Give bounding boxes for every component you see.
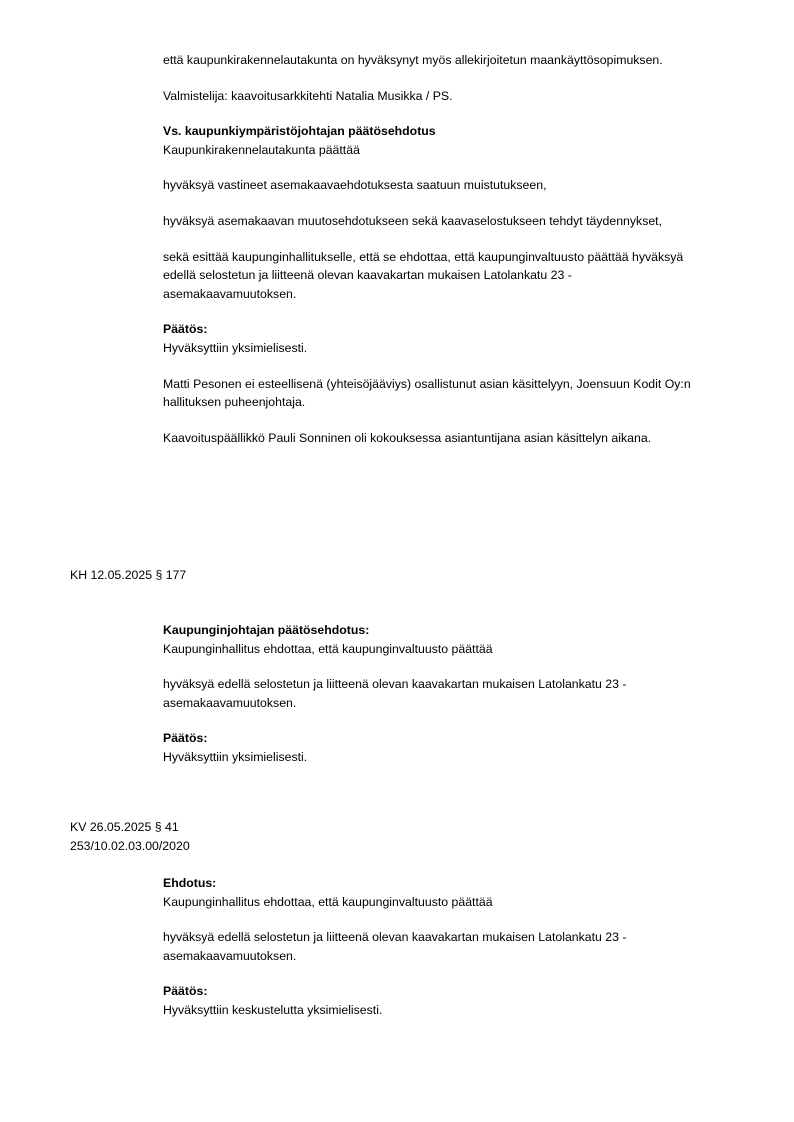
heading-mayor-proposal: Kaupunginjohtajan päätösehdotus: — [163, 623, 370, 637]
paragraph-group-top — [163, 51, 693, 447]
paragraph-item-1: hyväksyä vastineet asemakaavaehdotuksesta saatuun muistutukseen, — [163, 178, 547, 193]
paragraph: että kaupunkirakennelautakunta on hyväksynyt myös allekirjoitetun maankäyttösopimuksen. — [163, 53, 663, 67]
paragraph-decision-body: Hyväksyttiin yksimielisesti. — [163, 340, 308, 355]
paragraph-expert: Kaavoituspäällikkö Pauli Sonninen oli kokouksessa asiantuntijana asian käsittelyn aikana. — [163, 430, 652, 445]
meeting-ref-kh — [70, 566, 690, 585]
paragraph-kv-decision-body: Hyväksyttiin keskustelutta yksimielisesti. — [163, 1002, 383, 1017]
section-kh — [163, 621, 693, 767]
section-kv — [163, 874, 693, 1020]
heading-proposal: Ehdotus: — [163, 876, 217, 890]
paragraph-item-3: sekä esittää kaupunginhallitukselle, että se ehdottaa, että kaupunginvaltuusto päättää hyväksyä edellä selostetun ja liitteenä olevan kaavakartan mukaisen Latolankatu 23 -asemakaavamuutoksen. — [163, 249, 684, 301]
paragraph-disqualification: Matti Pesonen ei esteellisenä (yhteisöjääviys) osallistunut asian käsittelyyn, Joensuun Kodit Oy:n hallituksen puheenjohtaja. — [163, 376, 691, 410]
paragraph-kh-decision-body: Hyväksyttiin yksimielisesti. — [163, 749, 308, 764]
paragraph-preparer: Valmistelija: kaavoitusarkkitehti Natalia Musikka / PS. — [163, 88, 453, 103]
paragraph-item-2: hyväksyä asemakaavan muutosehdotukseen sekä kaavaselostukseen tehdyt täydennykset, — [163, 213, 663, 228]
paragraph-kv-intro: Kaupunginhallitus ehdottaa, että kaupunginvaltuusto päättää — [163, 894, 493, 909]
paragraph-kh-intro: Kaupunginhallitus ehdottaa, että kaupunginvaltuusto päättää — [163, 641, 493, 656]
meeting-ref-kv-text: KV 26.05.2025 § 41 — [70, 820, 179, 834]
heading-kv-decision: Päätös: — [163, 984, 208, 999]
meeting-ref-kv-case-number: 253/10.02.03.00/2020 — [70, 838, 190, 853]
heading-decision: Päätös: — [163, 322, 208, 337]
heading-kh-decision: Päätös: — [163, 731, 208, 746]
meeting-ref-kh-text: KH 12.05.2025 § 177 — [70, 568, 187, 582]
paragraph-kh-body: hyväksyä edellä selostetun ja liitteenä olevan kaavakartan mukaisen Latolankatu 23 -asemakaavamuutoksen. — [163, 677, 627, 710]
meeting-ref-kv — [70, 818, 690, 855]
paragraph-kv-body: hyväksyä edellä selostetun ja liitteenä olevan kaavakartan mukaisen Latolankatu 23 -asemakaavamuutoksen. — [163, 930, 627, 963]
heading-decision-proposal: Vs. kaupunkiympäristöjohtajan päätösehdotus — [163, 124, 436, 139]
paragraph-board-decides: Kaupunkirakennelautakunta päättää — [163, 142, 360, 157]
